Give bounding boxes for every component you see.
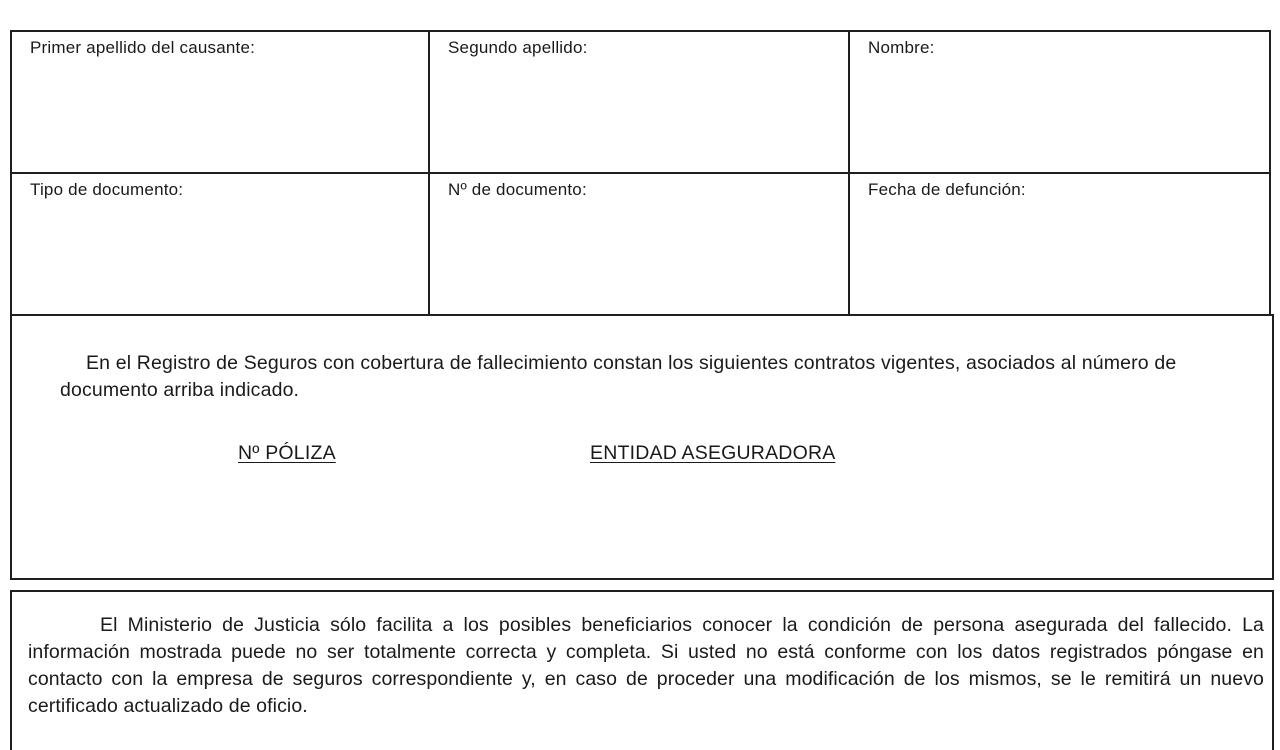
name-label: Nombre: (868, 38, 935, 57)
document-number-cell[interactable] (430, 174, 850, 314)
document-type-label: Tipo de documento: (30, 180, 184, 199)
disclaimer-text: El Ministerio de Justicia sólo facilita a los posibles beneficiarios conocer la condición de persona asegurada del fallecido. La información mostrada puede no ser totalmente correcta y completa. Si usted no está conforme con los datos registrados póngase en contacto con la empresa de seguros correspondiente y, en caso de proceder una modificación de los mismos, se le remitirá un nuevo certificado actualizado de oficio. (28, 614, 1264, 717)
first-surname-cell[interactable] (12, 32, 430, 174)
death-date-label: Fecha de defunción: (868, 180, 1026, 199)
disclaimer-section (10, 590, 1274, 750)
insurer-column-header: ENTIDAD ASEGURADORA (590, 442, 836, 464)
death-date-cell[interactable] (850, 174, 1269, 314)
first-surname-label: Primer apellido del causante: (30, 38, 256, 57)
document-type-cell[interactable] (12, 174, 430, 314)
document-number-label: Nº de documento: (448, 180, 587, 199)
name-cell[interactable] (850, 32, 1269, 174)
deceased-data-table (10, 30, 1271, 316)
registry-intro-text: En el Registro de Seguros con cobertura de fallecimiento constan los siguientes contratos vigentes, asociados al número de documento arriba indicado. (60, 352, 1177, 401)
policy-number-column-header: Nº PÓLIZA (238, 442, 336, 464)
registry-section (10, 314, 1274, 580)
second-surname-label: Segundo apellido: (448, 38, 588, 57)
second-surname-cell[interactable] (430, 32, 850, 174)
